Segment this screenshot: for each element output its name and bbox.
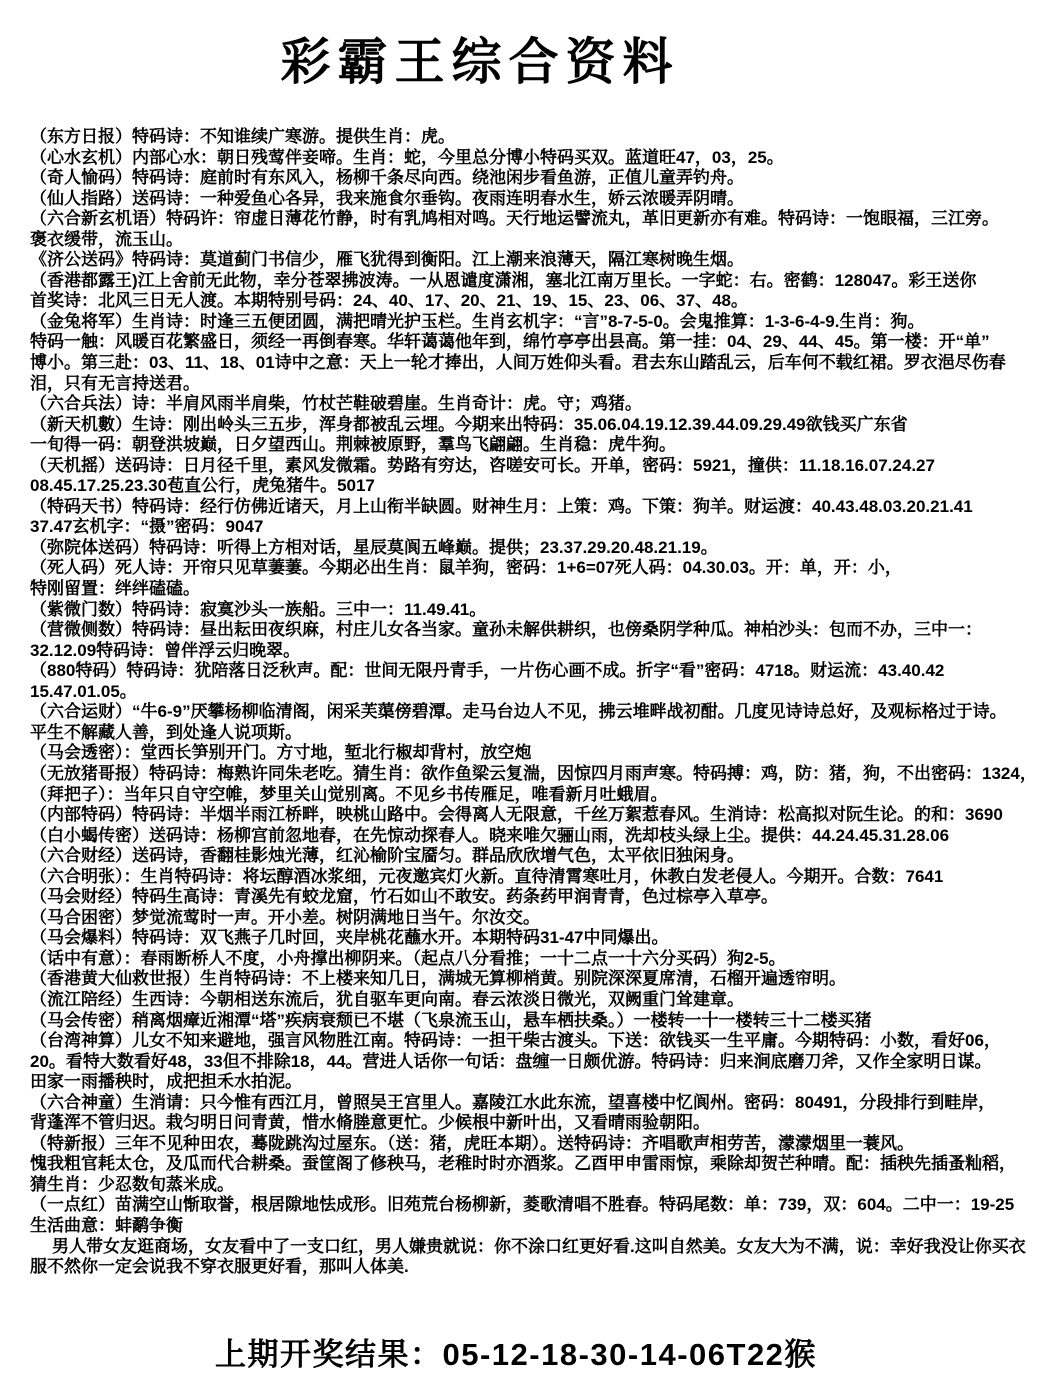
text-line: 37.47玄机字：“摄”密码：9047	[30, 517, 264, 537]
text-line: （奇人愉码）特码诗：庭前时有东风入，杨柳千条尽向西。绕池闲步看鱼游，正值儿童弄钓舟。	[30, 168, 744, 188]
text-line: 背蓬浑不管归迟。栽匀明日问青黄，惜水脩塍意更忙。少候根中新叶出，又看晴雨验朝阳。	[30, 1113, 710, 1133]
text-line: （六合运财）“牛6-9”厌攀杨柳临清阁，闲采芙蕖傍碧潭。走马台边人不见，拂云堆畔战初酣。几度见诗诗总好，及观标格过于诗。	[30, 702, 1007, 722]
text-line: （紫微门数）特码诗：寂寞沙头一族船。三中一：11.49.41。	[30, 599, 487, 619]
text-line: 褒衣缓带，流玉山。	[30, 229, 183, 249]
text-line: （仙人指路）送码诗：一种爱鱼心各异，我来施食尔垂钩。夜雨连明春水生，娇云浓暖弄阴晴。	[30, 188, 744, 208]
text-line: （金兔将军）生肖诗：时逢三五便团圆，满把晴光护玉栏。生肖玄机字：“言”8-7-5-0。会鬼推算：1-3-6-4-9.生肖：狗。	[30, 311, 925, 331]
text-line: （马会爆料）特码诗：双飞燕子几时回，夹岸桃花蘸水开。本期特码31-47中同爆出。	[30, 928, 669, 948]
text-line: 首奖诗：北风三日无人渡。本期特别号码：24、40、17、20、21、19、15、23、06、37、48。	[30, 291, 748, 311]
section-heading: 生活曲意：蚌鹬争衡	[30, 1215, 183, 1235]
text-line: （新天机數）生诗：刚出岭头三五步，浑身都被乱云埋。今期来出特码：35.06.04.19.12.39.44.09.29.49欲钱买广东省	[30, 414, 908, 434]
text-line: 15.47.01.05。	[30, 681, 137, 701]
text-line: （香港黄大仙救世报）生肖特码诗：不上楼来知几日，满城无算柳梢黄。别院深深夏席清，石榴开遍透帘明。	[30, 969, 846, 989]
text-line: 愧我粗官耗太仓，及瓜而代合耕桑。蚕筐阁了修秧马，老稚时时亦酒浆。乙酉甲申雷雨惊，乘除却贺芒种晴。配：插秧先插蚤籼稻，	[30, 1154, 1016, 1174]
text-line: 特码一触：风暖百花繁盛日，须经一再倒春寒。华轩蔼蔼他年到，绵竹亭亭出县高。第一挂：04、29、44、45。第一楼：开“单”	[30, 332, 990, 352]
text-line: （特新报）三年不见种田农，蓦陇跳沟过屋东。（送：猪，虎旺本期）。送特码诗：齐唱歌声相劳苦，濛濛烟里一蓑风。	[30, 1133, 914, 1153]
last-draw-result: 上期开奖结果：05-12-18-30-14-06T22猴	[215, 1337, 817, 1372]
text-line: （弥院体送码）特码诗：听得上方相对话，星辰莫阆五峰巅。提供；23.37.29.20.48.21.19。	[30, 537, 718, 557]
text-line: （东方日报）特码诗：不知谁续广寒游。提供生肖：虎。	[30, 127, 455, 146]
text-line: （六合神童）生消请：只今惟有西江月，曾照吴王宫里人。嘉陵江水此东流，望喜楼中忆阆州。密码：80491，分段排行到畦岸，	[30, 1092, 996, 1112]
text-line: （天机摇）送码诗：日月径千里，素风发微霜。势路有穷达，咨嗟安可长。开单，密码：5921，撞供：11.18.16.07.24.27	[30, 455, 935, 475]
info-text-block	[30, 127, 1044, 1278]
text-line: （特码天书）特码诗：经行仿佛近诸天，月上山衔半缺圆。财神生月：上策：鸡。下策：狗羊。财运渡：40.43.48.03.20.21.41	[30, 496, 973, 516]
text-line: 特刚留置：绊绊磕磕。	[30, 579, 200, 599]
text-line: 泪，只有无言持送君。	[30, 373, 200, 393]
text-line: （六合新玄机语）特码许：帘虚日薄花竹静，时有乳鸠相对鸣。天行地运譬流丸，革旧更新亦有难。特码诗：一饱眼福，三江旁。	[30, 209, 999, 229]
text-line: （六合兵法）诗：半肩风雨半肩柴，竹杖芒鞋破碧崖。生肖奇计：虎。守；鸡猪。	[30, 394, 642, 414]
text-line: 平生不解藏人善，到处逢人说项斯。	[30, 722, 302, 742]
page-title: 彩霸王综合资料	[280, 32, 680, 91]
text-line: （一点红）苗满空山惭取誉，根居隙地怯成形。旧苑荒台杨柳新，菱歌清唱不胜春。特码尾数：单：739，双：604。二中一：19-25	[30, 1195, 1015, 1215]
joke-paragraph-line: 服不然你一定会说我不穿衣服更好看，那叫人体美.	[30, 1257, 409, 1277]
text-line: （台湾神算）儿女不知来避地，强言风物胜江南。特码诗：一担干柴古渡头。下送：欲钱买一生平庸。今期特码：小数，看好06，	[30, 1031, 1001, 1051]
text-line: 20。看特大数看好48，33但不排除18，44。营进人话你一句话：盘缠一日颇优游。特码诗：归来涧底磨刀斧，又作全家明日谋。	[30, 1051, 992, 1071]
text-line: （880特码）特码诗：犹陪落日泛秋声。配：世间无限丹青手，一片伤心画不成。折字“看”密码：4718。财运流：43.40.42	[30, 661, 945, 681]
text-line: （心水玄机）内部心水：朝日残莺伴妾啼。生肖：蛇，今里总分博小特码买双。蓝道旺47，03，25。	[30, 147, 784, 167]
text-line: （香港都露王)江上舍前无此物，幸分苍翠拂波涛。一从恩谴度潇湘，塞北江南万里长。一字蛇：右。密鹤：128047。彩王送你	[30, 270, 977, 290]
text-line: （死人码）死人诗：开帘只见草萋萋。今期必出生肖：鼠羊狗，密码：1+6=07死人码：04.30.03。开：单，开：小，	[30, 558, 902, 578]
joke-paragraph-line: 男人带女友逛商场，女友看中了一支口红，男人嫌贵就说：你不涂口红更好看.这叫自然美。女友大为不满，说：幸好我没让你买衣	[52, 1236, 1026, 1256]
text-line: （马会财经）特码生高诗：青溪先有蛟龙窟，竹石如山不敢安。药条药甲润青青，色过棕亭入草亭。	[30, 887, 778, 907]
text-line: （拜把子）：当年只自守空帷，梦里关山觉别离。不见乡书传雁足，唯看新月吐蛾眉。	[30, 784, 668, 804]
text-line: 田家一雨播秧时，成把担禾水拍泥。	[30, 1072, 302, 1092]
text-line: （营微侧数）特码诗：昼出耘田夜织麻，村庄儿女各当家。童孙未解供耕织，也傍桑阴学种瓜。神柏沙头：包而不办，三中一：	[30, 620, 982, 640]
text-line: （六合明张）：生肖特码诗：将坛醇酒冰浆细，元夜邀宾灯火新。直待清霄寒吐月，休教白发老侵人。今期开。合数：7641	[30, 866, 944, 886]
text-line: （话中有意）：春雨断桥人不度，小舟撑出柳阴来。（起点八分看推；一十二点一十六分买码）狗2-5。	[30, 948, 786, 968]
text-line: 《济公送码》特码诗：莫道蓟门书信少，雁飞犹得到衡阳。江上潮来浪薄天，隔江寒树晚生烟。	[30, 250, 744, 270]
text-line: （马合困密）梦觉流莺时一声。开小差。树阴满地日当午。尔汝交。	[30, 907, 540, 927]
text-line: 08.45.17.25.23.30苞直公行，虎兔猪牛。5017	[30, 476, 375, 496]
text-line: 一旬得一码：朝登洪坡巅，日夕望西山。荆棘被原野，羣鸟飞翩翩。生肖稳：虎牛狗。	[30, 435, 676, 455]
text-line: 32.12.09特码诗：曾伴浮云归晚翠。	[30, 640, 301, 660]
text-line: （无放猪哥报）特码诗：梅熟许同朱老吃。猜生肖：欲作鱼梁云复湍，因惊四月雨声寒。特码搏：鸡，防：猪，狗，不出密码：1324，	[30, 763, 1037, 783]
text-line: 猜生肖：少忍数旬蒸米成。	[30, 1174, 234, 1194]
text-line: （流江陪经）生西诗：今朝相送东流后，犹自驱车更向南。春云浓淡日微光，双阙重门耸建章。	[30, 989, 744, 1009]
text-line: （马会透密）：堂西长笋别开门。方寸地，堑北行椒却背村，放空炮	[30, 743, 532, 763]
text-line: （白小蝎传密）送码诗：杨柳宫前忽地春，在先惊动探春人。晓来唯欠骊山雨，洗却枝头绿上尘。提供：44.24.45.31.28.06	[30, 825, 950, 845]
text-line: （内部特码）特码诗：半烟半雨江桥畔，映桃山路中。会得离人无限意，千丝万絮惹春风。生消诗：松高拟对阮生论。的和：3690	[30, 805, 1003, 825]
text-line: 博小。第三赴：03、11、18、01诗中之意：天上一轮才捧出，人间万姓仰头看。君去东山踏乱云，后车何不载红裙。罗衣浥尽伤春	[30, 353, 1006, 373]
text-line: （马会传密）稍离烟瘴近湘潭“塔”疾病衰颓已不堪（飞泉流玉山，悬车栖扶桑。）一楼转一十一楼转三十二楼买猪	[30, 1010, 872, 1030]
text-line: （六合财经）送码诗，香翻桂影烛光薄，红沁榆阶宝靥匀。群品欣欣增气色，太平依旧独闲身。	[30, 846, 744, 866]
